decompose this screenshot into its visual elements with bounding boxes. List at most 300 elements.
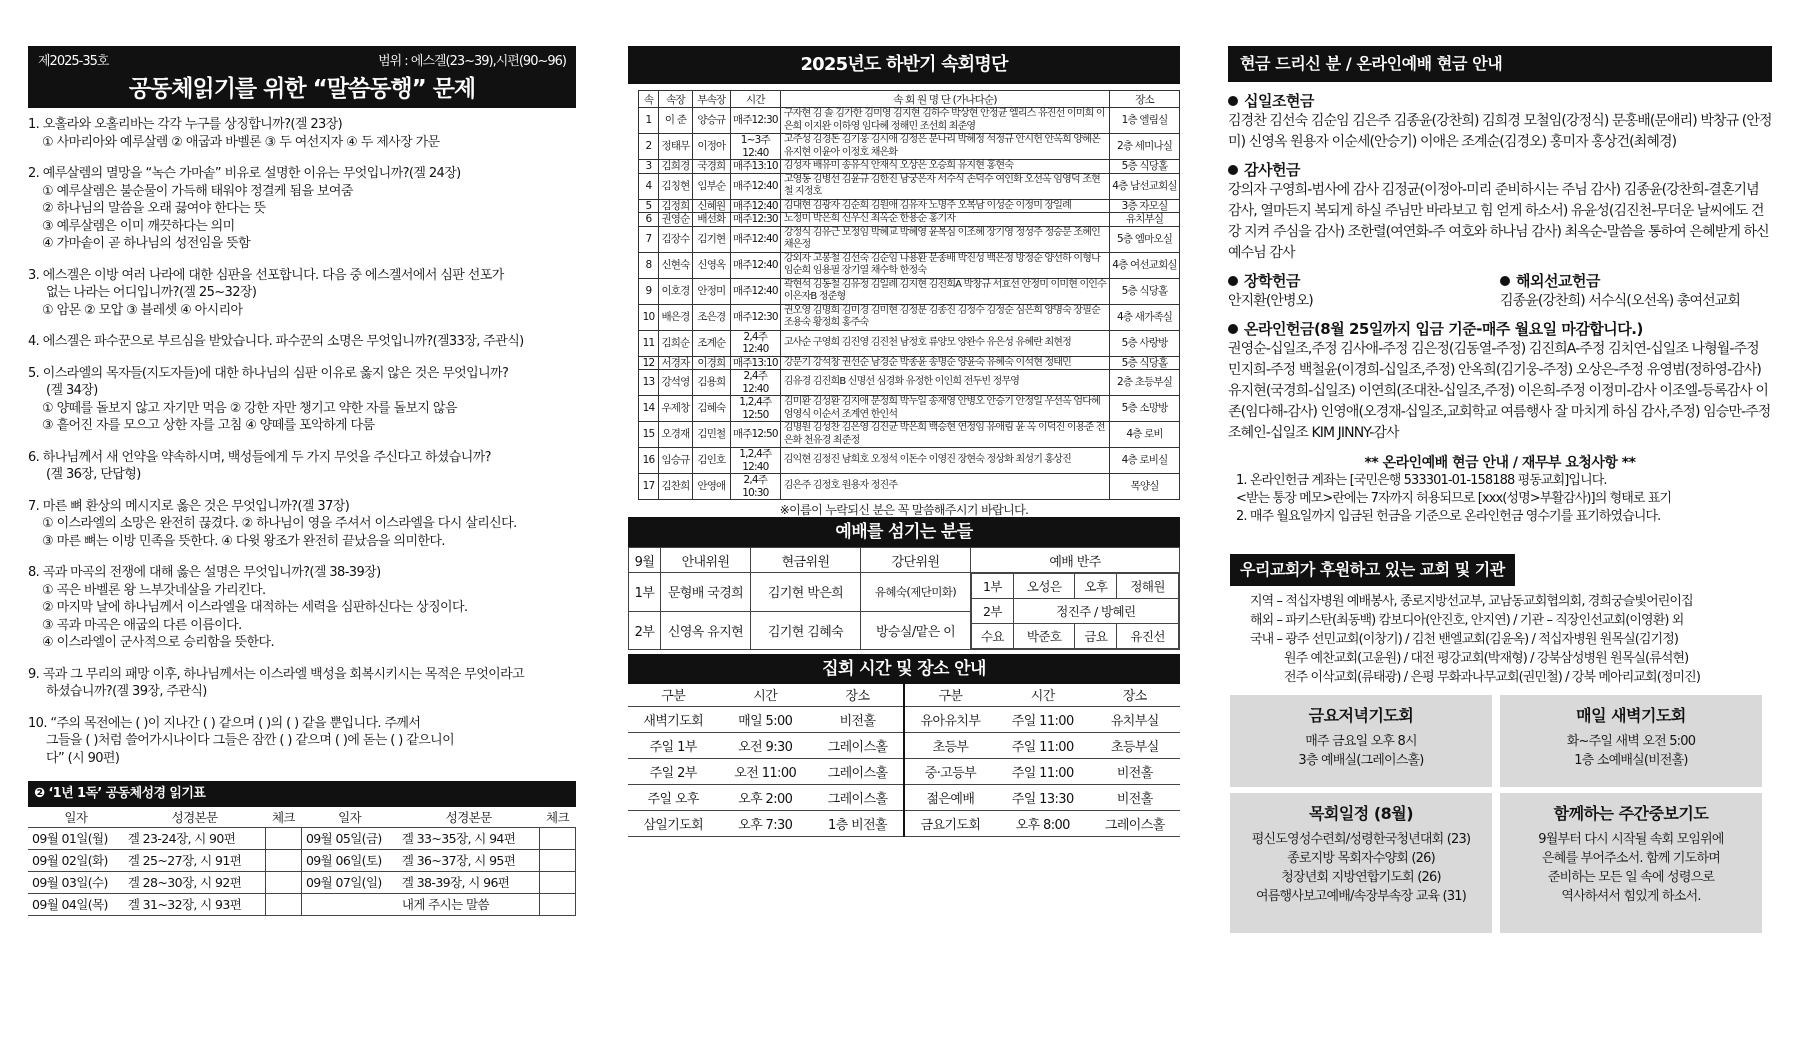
- serve-month: 9월: [629, 548, 661, 573]
- serve-ban-cell: [971, 573, 1180, 650]
- roster-cell: 2,4주12:40: [730, 330, 780, 356]
- answer-option: ③ 흩어진 자를 모으고 상한 자를 고침 ④ 양떼를 포악하게 다룸: [42, 418, 375, 433]
- times-cell: 주일 13:30: [996, 784, 1090, 810]
- answer-option: ③ 마른 뼈는 이방 민족을 뜻한다. ④ 다윗 왕조가 완전히 끝났음을 의미한다.: [42, 533, 445, 549]
- info-box-line: 역사하셔서 힘있게 하소서.: [1561, 889, 1701, 904]
- plan-cell: 겔 31~32장, 시 93편: [124, 893, 266, 915]
- answer-option: ② 하나님의 말씀을 오래 끓여야 한다는 뜻: [42, 201, 266, 216]
- roster-cell: 곽현석 김동철 김유정 김일례 김지현 김진희A 박창규 서효선 안정미 이미현 이인수 이은자B 정준형: [780, 278, 1109, 304]
- plan-cell: 09월 06일(토): [301, 849, 397, 871]
- roster-row: [639, 134, 1180, 160]
- roster-cell: 오경재: [658, 422, 692, 448]
- roster-cell: 고주성 김경돈 김기웅 김시애 김정은 문나리 박혜정 석정규 안시헌 안옥희 양혜온 유지현 이윤아 이정호 채은화: [780, 134, 1109, 160]
- roster-cell: 강문기 강석창 권선순 남경순 박종윤 송명순 양윤숙 유혜숙 이석현 정태민: [780, 356, 1109, 370]
- roster-column: [628, 46, 1180, 837]
- roster-note: ※이름이 누락되신 분은 꼭 말씀해주시기 바랍니다.: [779, 503, 1029, 517]
- roster-cell: 4층 로비실: [1110, 448, 1180, 474]
- info-box-line: 종로지방 목회자수양회 (26): [1287, 851, 1435, 866]
- roster-cell: 고사순 구영희 김진영 김진천 남정호 류양모 양완수 유은성 유혜란 최현정: [780, 330, 1109, 356]
- roster-cell: 김희순: [658, 330, 692, 356]
- info-box: [1500, 793, 1762, 933]
- times-cell: 비전홀: [1090, 758, 1180, 784]
- times-cell: 유아유치부: [904, 706, 996, 732]
- roster-row: [639, 370, 1180, 396]
- times-title: 집회 시간 및 장소 안내: [628, 654, 1180, 684]
- roster-cell: 12: [639, 356, 659, 370]
- times-cell: 그레이스홀: [812, 784, 904, 810]
- times-header-cell: 장소: [812, 684, 904, 706]
- roster-cell: 8: [639, 252, 659, 278]
- plan-check-cell: [540, 827, 576, 849]
- times-cell: 그레이스홀: [812, 732, 904, 758]
- roster-cell: 안정미: [692, 278, 730, 304]
- question-text-cont: 없는 나라는 어디입니까?(겔 25~32장): [46, 285, 257, 300]
- roster-row: [639, 252, 1180, 278]
- question-text: 2. 예루살렘의 멸망을 “녹슨 가마솥” 비유로 설명한 이유는 무엇입니까?(겔 24장): [28, 166, 461, 181]
- roster-cell: 안영애: [692, 474, 730, 500]
- times-row: [628, 732, 1180, 758]
- roster-cell: 양승규: [692, 108, 730, 134]
- times-cell: 오후 2:00: [718, 784, 812, 810]
- question: [28, 564, 576, 652]
- plan-row: [28, 893, 576, 915]
- accompanist-row: [972, 574, 1179, 599]
- support-line: 해외 – 파키스탄(최동백) 캄보디아(안진호, 안지연) / 기관 – 직장인선교회(이영환) 외: [1250, 613, 1684, 628]
- times-cell: 그레이스홀: [1090, 810, 1180, 836]
- roster-cell: 김대현 김광자 김순희 김원애 김유자 노명주 오복남 이성순 이정미 장일례: [780, 199, 1109, 213]
- times-cell: 오전 11:00: [718, 758, 812, 784]
- plan-header-cell: 체크: [540, 807, 576, 827]
- question-list: [28, 116, 576, 767]
- roster-cell: 조계순: [692, 330, 730, 356]
- roster-cell: 김용희: [692, 370, 730, 396]
- roster-cell: 김민철: [692, 422, 730, 448]
- serve-row1-label: 1부: [629, 573, 661, 612]
- times-cell: 새벽기도회: [628, 706, 718, 732]
- question: [28, 449, 576, 484]
- online-list: 권영순-십일조,주정 김사애-주정 김은정(김동열-주정) 김진희A-주정 김치연-십일조 나형월-주정 민지희-주정 백철윤(이경희-십일조,주정) 안옥희(김기웅-주정) 오상은-주정 유영범(정하영-감사) 유지현(국경희-십일조) 이연희(조대찬-십일조,주정) 이은희-주정 이정미-감사 이조엘-등록감사 이존(임다해-감사) 인영애(오경재-십일조,교회학교 여름행사 잘 마치게 하심 감사,주정) 임승만-주정 조혜인-십일조 KIM JINNY-감사: [1228, 341, 1771, 441]
- roster-cell: 매주12:40: [730, 278, 780, 304]
- plan-cell: 09월 03일(수): [28, 871, 124, 893]
- roster-cell: 우제창: [658, 396, 692, 422]
- quiz-column: [28, 46, 576, 916]
- roster-cell: 임승규: [658, 448, 692, 474]
- info-box: [1500, 695, 1762, 787]
- question-text: 5. 이스라엘의 목자들(지도자들)에 대한 하나님의 심판 이유로 옳지 않은 것은 무엇입니까?: [28, 365, 509, 381]
- support-title: 우리교회가 후원하고 있는 교회 및 기관: [1230, 554, 1515, 586]
- roster-cell: 매주12:40: [730, 226, 780, 252]
- roster-cell: 배은경: [658, 304, 692, 330]
- roster-cell: 17: [639, 474, 659, 500]
- roster-cell: 2층 초등부실: [1110, 370, 1180, 396]
- roster-cell: 임부순: [692, 173, 730, 199]
- roster-cell: 2층 세미나실: [1110, 134, 1180, 160]
- roster-cell: 2,4주10:30: [730, 474, 780, 500]
- plan-check-cell: [540, 871, 576, 893]
- scholar-mission-row: [1228, 264, 1772, 312]
- plan-check-cell: [265, 871, 301, 893]
- question: [28, 666, 576, 701]
- times-row: [628, 810, 1180, 836]
- info-boxes: [1230, 695, 1772, 933]
- roster-cell: 유치부실: [1110, 213, 1180, 227]
- roster-header-cell: 속 회 원 명 단 (가나다순): [780, 91, 1109, 108]
- times-cell: 주일 2부: [628, 758, 718, 784]
- info-box-line: 여름행사보고예배/속장부속장 교육 (31): [1255, 889, 1467, 904]
- plan-header-cell: 일자: [301, 807, 397, 827]
- roster-cell: 김정희: [658, 199, 692, 213]
- serve-table: [628, 547, 1180, 650]
- plan-row: [28, 849, 576, 871]
- accompanist-cell: 정해원: [1117, 574, 1179, 599]
- roster-cell: 7: [639, 226, 659, 252]
- times-cell: 금요기도회: [904, 810, 996, 836]
- roster-cell: 김명원 김성찬 김은영 김진균 박은희 백승현 연정임 유애림 윤 옥 이덕진 이용준 전은화 천유경 최준정: [780, 422, 1109, 448]
- roster-cell: 매주12:40: [730, 252, 780, 278]
- roster-row: [639, 213, 1180, 227]
- serve-row2-guide: 신영옥 유지현: [661, 611, 751, 650]
- roster-cell: 13: [639, 370, 659, 396]
- times-row: [628, 784, 1180, 810]
- info-box-line: 은혜를 부어주소서. 함께 기도하며: [1542, 851, 1720, 866]
- roster-cell: 2: [639, 134, 659, 160]
- roster-cell: 5층 소망방: [1110, 396, 1180, 422]
- scholar-heading: 장학헌금: [1228, 270, 1500, 291]
- roster-cell: 고영동 김병선 김윤규 김한진 남궁은자 서수식 손덕수 여인화 오선옥 임영덕 조현철 지정호: [780, 173, 1109, 199]
- accompanist-cell: 유진선: [1117, 624, 1179, 649]
- serve-row1-altar: 유혜숙(제단미화): [861, 573, 971, 612]
- roster-cell: 5: [639, 199, 659, 213]
- question-text: 6. 하나님께서 새 언약을 약속하시며, 백성들에게 두 가지 무엇을 주신다고 하셨습니까?: [28, 449, 491, 465]
- question-text: 3. 에스겔은 이방 여러 나라에 대한 심판을 선포합니다. 다음 중 에스겔서에서 심판 선포가: [28, 267, 504, 283]
- plan-cell: 겔 33~35장, 시 94편: [398, 827, 540, 849]
- question: [28, 116, 576, 151]
- plan-cell: [301, 893, 397, 915]
- roster-table: [638, 90, 1180, 500]
- roster-cell: 서경자: [658, 356, 692, 370]
- roster-cell: 5층 엠마오실: [1110, 226, 1180, 252]
- roster-cell: 김혜숙: [692, 396, 730, 422]
- roster-cell: 김유경 김진희B 신명선 심경화 유정한 이인희 전두빈 정무영: [780, 370, 1109, 396]
- roster-row: [639, 199, 1180, 213]
- roster-cell: 김성자 배유미 송유식 안재식 오상은 오승희 유지현 홍현숙: [780, 160, 1109, 174]
- tithe-heading: 십일조현금: [1228, 90, 1772, 111]
- times-header-cell: 구분: [628, 684, 718, 706]
- roster-cell: 9: [639, 278, 659, 304]
- plan-row: [28, 827, 576, 849]
- roster-cell: 3층 자모실: [1110, 199, 1180, 213]
- support-list: [1228, 592, 1772, 687]
- roster-cell: 4층 여선교회실: [1110, 252, 1180, 278]
- accompanist-cell: 정진주 / 방혜린: [1013, 599, 1178, 624]
- roster-cell: 목양실: [1110, 474, 1180, 500]
- reading-plan-title: ❷ ‘1년 1독’ 공동체성경 읽기표: [28, 781, 576, 807]
- roster-cell: 2,4주12:40: [730, 370, 780, 396]
- roster-cell: 김희경: [658, 160, 692, 174]
- roster-header-cell: 부속장: [692, 91, 730, 108]
- roster-cell: 4층 남선교회실: [1110, 173, 1180, 199]
- answer-option: ① 예루살렘은 불순물이 가득해 태워야 정결케 됨을 보여줌: [42, 183, 353, 199]
- roster-cell: 이호경: [658, 278, 692, 304]
- plan-check-cell: [265, 849, 301, 871]
- quiz-header: [28, 46, 576, 108]
- times-cell: 오후 8:00: [996, 810, 1090, 836]
- times-header-cell: 장소: [1090, 684, 1180, 706]
- plan-check-cell: [265, 893, 301, 915]
- serve-ban-header: 예배 반주: [971, 548, 1180, 573]
- answer-option: ④ 가마솥이 곧 하나님의 성전임을 뜻함: [42, 236, 251, 251]
- roster-cell: 매주12:50: [730, 422, 780, 448]
- serve-row1-offer: 김기현 박은희: [751, 573, 861, 612]
- plan-row: [28, 871, 576, 893]
- thanks-list: 강의자 구영희-범사에 감사 김정균(이정아-미리 준비하시는 주님 감사) 김종윤(강찬희-결혼기념 감사, 열마든지 복되게 하실 주님만 바라보고 힘 얻게 하소서) 유윤성(김진천-무더운 날씨에도 건강 지켜 주심을 감사) 조한렬(여연화-주 여호와 하나님 감사) 최옥순-말씀을 통하여 은혜받게 하신 예수님 감사: [1228, 182, 1769, 261]
- roster-cell: 16: [639, 448, 659, 474]
- roster-cell: 강외자 고봉철 김선숙 김순임 나용환 문종배 박진성 백은정 방정순 양선하 이형나 임순희 임용필 장기열 채수학 한정숙: [780, 252, 1109, 278]
- plan-cell: 09월 04일(목): [28, 893, 124, 915]
- support-line: 전주 이삭교회(류태광) / 은평 무화과나무교회(권민철) / 강북 메아리교회(정미진): [1284, 670, 1701, 685]
- roster-cell: 11: [639, 330, 659, 356]
- question: [28, 165, 576, 253]
- serve-title: 예배를 섬기는 분들: [628, 517, 1180, 547]
- times-cell: 오후 7:30: [718, 810, 812, 836]
- roster-header-cell: 속장: [658, 91, 692, 108]
- info-box-line: 화~주일 새벽 오전 5:00: [1566, 734, 1696, 749]
- plan-check-cell: [540, 849, 576, 871]
- question-text: 10. “주의 목전에는 ( )이 지나간 ( ) 같으며 ( )의 ( ) 같을 뿐입니다. 주께서: [28, 715, 421, 731]
- question-text: 9. 곡과 그 무리의 패망 이후, 하나님께서는 이스라엘 백성을 회복시키시는 목적은 무엇이라고: [28, 666, 525, 682]
- roster-row: [639, 304, 1180, 330]
- roster-cell: 구자현 김 솔 김가한 김미영 김지현 김하수 박상현 안정균 엘리스 유진선 이미희 이은희 이지완 이하영 임다혜 정해민 조선희 최준영: [780, 108, 1109, 134]
- plan-header-cell: 체크: [265, 807, 301, 827]
- roster-cell: 신혜원: [692, 199, 730, 213]
- question-text: 7. 마른 뼈 환상의 메시지로 옳은 것은 무엇입니까?(겔 37장): [28, 498, 350, 514]
- times-cell: 비전홀: [1090, 784, 1180, 810]
- times-cell: 그레이스홀: [812, 758, 904, 784]
- accompanist-row: [972, 624, 1179, 649]
- plan-cell: 겔 23-24장, 시 90편: [124, 827, 266, 849]
- plan-cell: 겔 28~30장, 시 92편: [124, 871, 266, 893]
- roster-cell: 권영순: [658, 213, 692, 227]
- times-cell: 중·고등부: [904, 758, 996, 784]
- roster-cell: 5층 식당홀: [1110, 160, 1180, 174]
- question-text-cont: 하셨습니까?(겔 39장, 주관식): [46, 684, 207, 699]
- times-header-cell: 시간: [718, 684, 812, 706]
- roster-cell: 김익현 김정진 남희호 오정석 이돈수 이영진 장현숙 정상화 최성기 홍상진: [780, 448, 1109, 474]
- notice-line: 1. 온라인헌금 계좌는 [국민은행 533301-01-158188 평동교회]입니다.: [1236, 473, 1607, 488]
- roster-cell: 매주12:40: [730, 199, 780, 213]
- accompanist-table: [971, 573, 1179, 649]
- serve-altar-header: 강단위원: [861, 548, 971, 573]
- plan-header-cell: 성경본문: [124, 807, 266, 827]
- roster-cell: 노정미 박은희 신우신 최옥순 한용순 홍기자: [780, 213, 1109, 227]
- info-box-line: 준비하는 모든 일 속에 성령으로: [1547, 870, 1715, 885]
- roster-cell: 권오영 김명희 김미경 김미현 김정분 김종진 김정수 김정순 심은희 양명숙 장필순 조용숙 황정희 홍주숙: [780, 304, 1109, 330]
- times-cell: 유치부실: [1090, 706, 1180, 732]
- roster-row: [639, 474, 1180, 500]
- accompanist-cell: 1부: [972, 574, 1014, 599]
- plan-cell: 겔 36~37장, 시 95편: [398, 849, 540, 871]
- times-cell: 매일 5:00: [718, 706, 812, 732]
- roster-row: [639, 448, 1180, 474]
- accompanist-cell: 금요: [1075, 624, 1117, 649]
- times-header-cell: 구분: [904, 684, 996, 706]
- roster-cell: 신영옥: [692, 252, 730, 278]
- roster-title: 2025년도 하반기 속회명단: [628, 46, 1180, 84]
- roster-cell: 김인호: [692, 448, 730, 474]
- roster-row: [639, 173, 1180, 199]
- offering-title: 현금 드리신 분 / 온라인예배 현금 안내: [1228, 46, 1772, 82]
- info-box-heading: 금요저녁기도회: [1308, 706, 1414, 725]
- roster-cell: 10: [639, 304, 659, 330]
- support-line: 원주 예찬교회(고윤원) / 대전 평강교회(박재형) / 강북삼성병원 원목실(류석현): [1284, 651, 1689, 666]
- roster-cell: 1~3주12:40: [730, 134, 780, 160]
- roster-cell: 1층 엘림실: [1110, 108, 1180, 134]
- online-notice: [1228, 472, 1772, 526]
- plan-header-cell: 일자: [28, 807, 124, 827]
- roster-cell: 강석영: [658, 370, 692, 396]
- question: [28, 498, 576, 551]
- reading-range: 범위 : 에스겔(23~39),시편(90~96): [378, 54, 566, 69]
- roster-cell: 배선화: [692, 213, 730, 227]
- issue-number: 제2025-35호: [38, 54, 109, 69]
- roster-cell: 매주12:40: [730, 173, 780, 199]
- question: [28, 715, 576, 768]
- times-cell: 주일 오후: [628, 784, 718, 810]
- roster-cell: 4층 로비: [1110, 422, 1180, 448]
- info-box-line: 1층 소예배실(비전홀): [1574, 753, 1688, 768]
- answer-option: ① 이스라엘의 소망은 완전히 끊겼다. ② 하나님이 영을 주셔서 이스라엘을 다시 살리신다.: [42, 516, 517, 531]
- accompanist-row: [972, 599, 1179, 624]
- times-cell: 오전 9:30: [718, 732, 812, 758]
- answer-option: ① 양떼를 돌보지 않고 자기만 먹음 ② 강한 자만 챙기고 약한 자를 돌보지 않음: [42, 400, 457, 416]
- roster-cell: 1: [639, 108, 659, 134]
- question-text-cont: 다” (시 90편): [46, 750, 120, 766]
- bullet-icon: [1228, 324, 1238, 334]
- plan-cell: 09월 02일(화): [28, 849, 124, 871]
- serve-row2-label: 2부: [629, 611, 661, 650]
- times-cell: 1층 비전홀: [812, 810, 904, 836]
- accompanist-cell: 박준호: [1013, 624, 1075, 649]
- times-cell: 주일 11:00: [996, 758, 1090, 784]
- times-cell: 초등부: [904, 732, 996, 758]
- answer-option: ① 사마리아와 예루살렘 ② 애굽과 바벨론 ③ 두 여선지자 ④ 두 제사장 가문: [42, 134, 440, 150]
- plan-cell: 내게 주시는 말씀: [398, 893, 540, 915]
- roster-cell: 조은경: [692, 304, 730, 330]
- roster-cell: 강정식 김유근 모정임 박혜교 박혜영 윤복심 이조혜 장기영 정성주 정승문 조혜인 채은정: [780, 226, 1109, 252]
- roster-cell: 국경희: [692, 160, 730, 174]
- serve-row1-guide: 문형배 국경희: [661, 573, 751, 612]
- roster-cell: 이정아: [692, 134, 730, 160]
- answer-option: ① 암몬 ② 모압 ③ 블레셋 ④ 아시리아: [42, 302, 243, 318]
- roster-header-cell: 장소: [1110, 91, 1180, 108]
- question-text: 1. 오홀라와 오홀리바는 각각 누구를 상징합니까?(겔 23장): [28, 117, 343, 132]
- roster-row: [639, 160, 1180, 174]
- plan-check-cell: [265, 827, 301, 849]
- roster-cell: 14: [639, 396, 659, 422]
- question: [28, 267, 576, 320]
- answer-option: ② 마지막 날에 하나님께서 이스라엘을 대적하는 세력을 심판하신다는 상징이다.: [42, 600, 468, 615]
- question-text: 8. 곡과 마곡의 전쟁에 대해 옳은 설명은 무엇입니까?(겔 38-39장): [28, 565, 381, 580]
- reading-plan-table: [28, 807, 576, 916]
- roster-cell: 6: [639, 213, 659, 227]
- accompanist-cell: 수요: [972, 624, 1014, 649]
- roster-row: [639, 396, 1180, 422]
- question-text-cont: (겔 34장): [46, 383, 98, 398]
- roster-header-cell: 속: [639, 91, 659, 108]
- times-cell: 주일 11:00: [996, 732, 1090, 758]
- bullet-icon: [1500, 276, 1510, 286]
- answer-option: ③ 예루살렘은 이미 깨끗하다는 의미: [42, 218, 235, 234]
- info-box: [1230, 793, 1492, 933]
- roster-row: [639, 278, 1180, 304]
- times-cell: 주일 1부: [628, 732, 718, 758]
- info-box-heading: 함께하는 주간중보기도: [1553, 804, 1709, 823]
- plan-check-cell: [540, 893, 576, 915]
- plan-cell: 겔 25~27장, 시 91편: [124, 849, 266, 871]
- accompanist-cell: 2부: [972, 599, 1014, 624]
- roster-cell: 4: [639, 173, 659, 199]
- roster-header-cell: 시간: [730, 91, 780, 108]
- times-cell: 초등부실: [1090, 732, 1180, 758]
- times-row: [628, 758, 1180, 784]
- support-line: 국내 – 광주 선민교회(이창기) / 김천 밴엘교회(김윤옥) / 적십자병원 원목실(김기정): [1250, 632, 1679, 647]
- roster-cell: 김장수: [658, 226, 692, 252]
- plan-cell: 09월 07일(일): [301, 871, 397, 893]
- bullet-icon: [1228, 165, 1238, 175]
- roster-row: [639, 422, 1180, 448]
- question: [28, 365, 576, 435]
- info-box-line: 평신도영성수련회/성령한국청년대회 (23): [1251, 832, 1471, 847]
- roster-cell: 3: [639, 160, 659, 174]
- roster-cell: 5층 식당홀: [1110, 278, 1180, 304]
- roster-row: [639, 108, 1180, 134]
- roster-row: [639, 356, 1180, 370]
- roster-cell: 김찬희: [658, 474, 692, 500]
- plan-cell: 09월 05일(금): [301, 827, 397, 849]
- roster-cell: 매주13:10: [730, 160, 780, 174]
- roster-cell: 1,2,4주12:50: [730, 396, 780, 422]
- question-text-cont: 그들을 ( )처럼 쓸어가시나이다 그들은 잠깐 ( ) 같으며 ( )에 돋는 ( ) 같으니이: [46, 733, 455, 748]
- info-box-line: 매주 금요일 오후 8시: [1305, 734, 1417, 749]
- offering-column: [1228, 46, 1772, 933]
- notice-line: 2. 매주 월요일까지 입금된 헌금을 기준으로 온라인헌금 영수기를 표기하였습니다.: [1236, 509, 1661, 524]
- question: [28, 333, 576, 351]
- roster-cell: 5층 사랑방: [1110, 330, 1180, 356]
- answer-option: ③ 곡과 마곡은 애굽의 다른 이름이다.: [42, 617, 242, 633]
- plan-cell: 겔 38-39장, 시 96편: [398, 871, 540, 893]
- roster-cell: 1,2,4주12:40: [730, 448, 780, 474]
- support-line: 지역 – 적십자병원 예배봉사, 종로지방선교부, 교남동교회협의회, 경희궁슬빛어린이집: [1250, 594, 1693, 609]
- mission-list: 김종윤(강찬희) 서수식(오선옥) 총여선교회: [1500, 293, 1740, 309]
- roster-cell: 매주12:30: [730, 213, 780, 227]
- info-box-line: 청장년회 지방연합기도회 (26): [1281, 870, 1441, 885]
- serve-row2-altar: 방승실/맡은 이: [861, 611, 971, 650]
- question-text: 4. 에스겔은 파수꾼으로 부르심을 받았습니다. 파수꾼의 소명은 무엇입니까?(겔33장, 주관식): [28, 334, 524, 349]
- roster-cell: 김칭현: [658, 173, 692, 199]
- mission-heading: 해외선교헌금: [1500, 270, 1772, 291]
- bullet-icon: [1228, 96, 1238, 106]
- times-cell: 젊은예배: [904, 784, 996, 810]
- times-cell: 삼일기도회: [628, 810, 718, 836]
- serve-guide-header: 안내위원: [661, 548, 751, 573]
- roster-cell: 김미환 김성환 김지애 문정희 박누일 송재영 안병오 안승기 안정일 우선옥 엄다혜 엄영식 이순서 조계연 한인석: [780, 396, 1109, 422]
- times-cell: 주일 11:00: [996, 706, 1090, 732]
- accompanist-cell: 오성은: [1013, 574, 1075, 599]
- serve-row2-offer: 김기현 김혜숙: [751, 611, 861, 650]
- roster-row: [639, 330, 1180, 356]
- plan-header-cell: 성경본문: [398, 807, 540, 827]
- notice-line: <받는 통장 메모>란에는 7자까지 허용되므로 [xxx(성명>부활감사)]의 형태로 표기: [1236, 491, 1672, 506]
